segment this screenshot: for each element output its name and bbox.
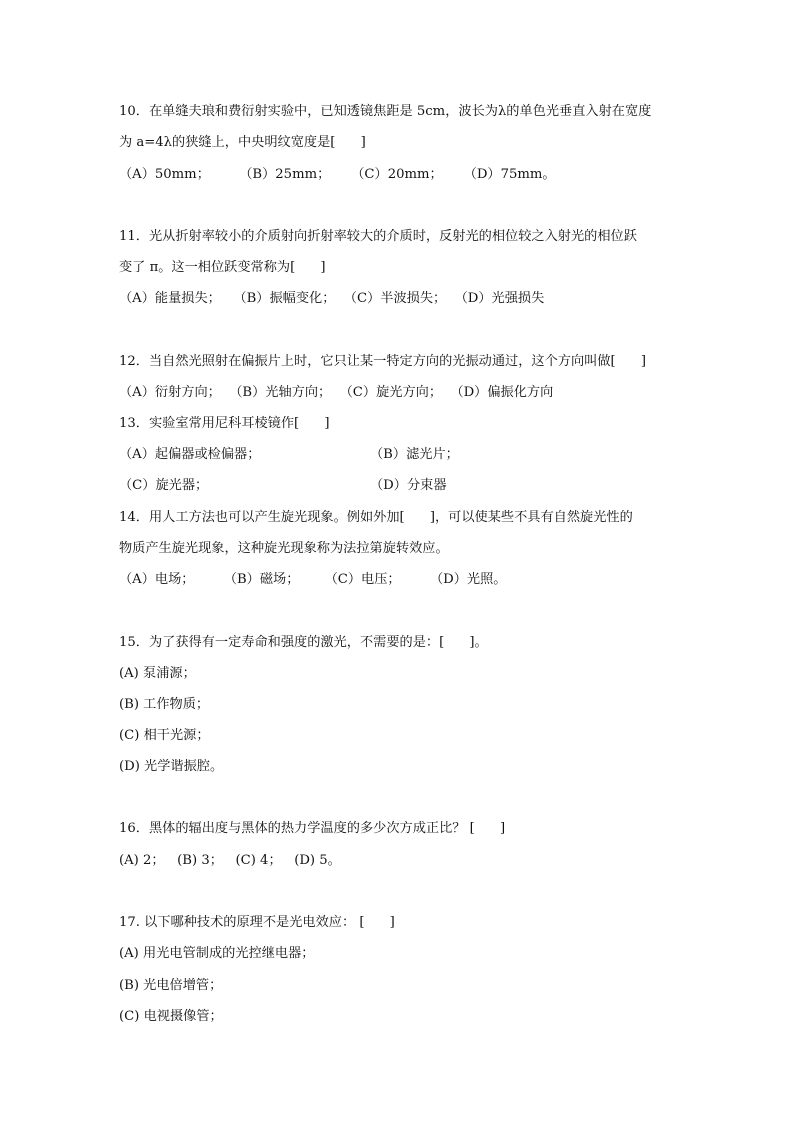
q10-options: （A）50mm； （B）25mm； （C）20mm； （D）75mm。	[119, 167, 556, 182]
q17-option-b: (B) 光电倍增管；	[119, 978, 223, 993]
q10-stem-line-2: 为 a=4λ的狭缝上，中央明纹宽度是[ ]	[119, 135, 366, 150]
q13-option-d: （D）分束器	[370, 478, 447, 493]
q16-options: (A) 2； (B) 3； (C) 4； (D) 5。	[119, 853, 341, 868]
q17-option-a: (A) 用光电管制成的光控继电器；	[119, 946, 315, 961]
q15-option-d: (D) 光学谐振腔。	[119, 759, 224, 774]
q13-option-b: （B）滤光片；	[370, 447, 459, 462]
q15-stem-line-1: 15．为了获得有一定寿命和强度的激光，不需要的是：[ ]。	[119, 635, 488, 650]
q14-options: （A）电场； （B）磁场； （C）电压； （D）光照。	[119, 572, 507, 587]
q15-option-c: (C) 相干光源；	[119, 728, 210, 743]
q16-stem-line-1: 16．黑体的辐出度与黑体的热力学温度的多少次方成正比？ [ ]	[119, 821, 506, 836]
q11-stem-line-1: 11．光从折射率较小的介质射向折射率较大的介质时，反射光的相位较之入射光的相位跃	[119, 229, 637, 244]
q10-stem-line-1: 10．在单缝夫琅和费衍射实验中，已知透镜焦距是 5cm，波长为λ的单色光垂直入射在宽度	[119, 104, 652, 119]
q15-option-a: (A) 泵浦源；	[119, 666, 196, 681]
q12-stem-line-1: 12．当自然光照射在偏振片上时，它只让某一特定方向的光振动通过，这个方向叫做[ ]	[119, 354, 646, 369]
q11-stem-line-2: 变了 π。这一相位跃变常称为[ ]	[119, 260, 326, 275]
q13-option-c: （C）旋光器；	[119, 478, 209, 493]
q11-options: （A）能量损失； （B）振幅变化； （C）半波损失； （D）光强损失	[119, 291, 545, 306]
q14-stem-line-2: 物质产生旋光现象，这种旋光现象称为法拉第旋转效应。	[119, 541, 449, 556]
q13-stem-line-1: 13．实验室常用尼科耳棱镜作[ ]	[119, 416, 330, 431]
q15-option-b: (B) 工作物质；	[119, 697, 210, 712]
q14-stem-line-1: 14．用人工方法也可以产生旋光现象。例如外加[ ]，可以使某些不具有自然旋光性的	[119, 510, 633, 525]
q12-options: （A）衍射方向； （B）光轴方向； （C）旋光方向； （D）偏振化方向	[119, 385, 554, 400]
q17-stem-line-1: 17. 以下哪种技术的原理不是光电效应： [ ]	[119, 915, 395, 930]
q17-option-c: (C) 电视摄像管；	[119, 1009, 223, 1024]
q13-option-a: （A）起偏器或检偏器；	[119, 447, 261, 462]
